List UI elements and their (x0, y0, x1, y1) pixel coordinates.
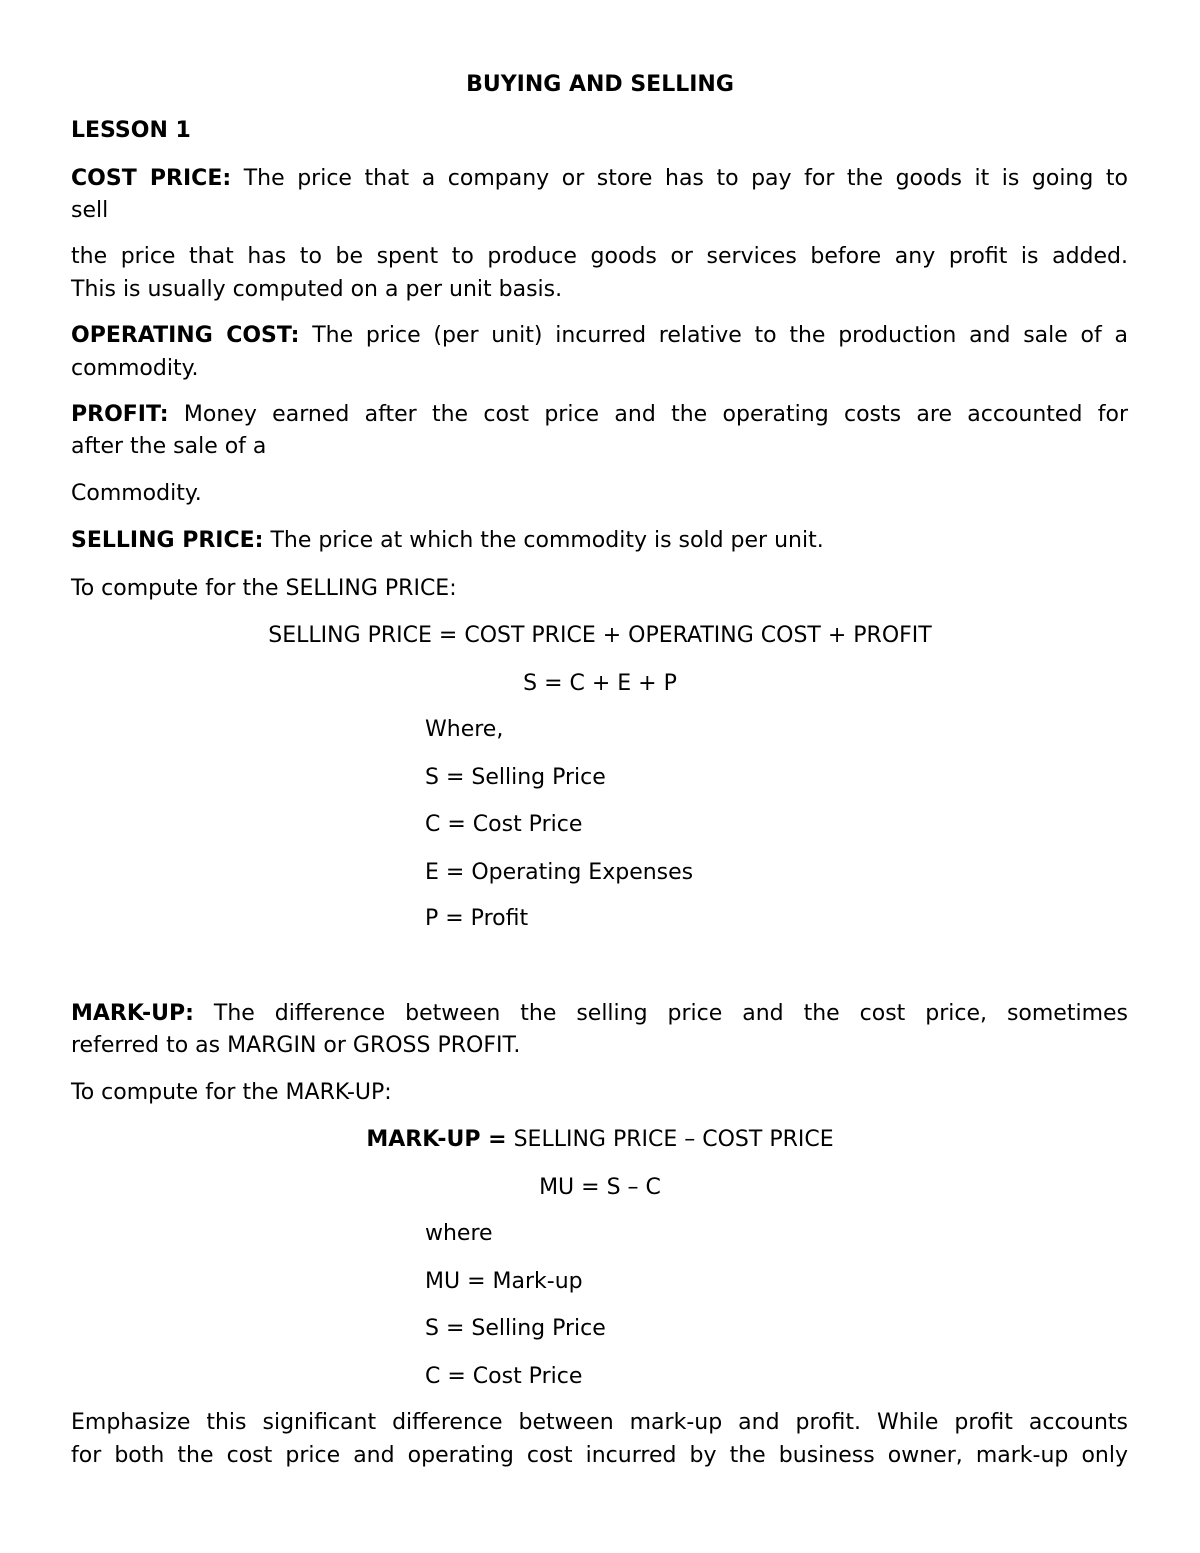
selling-price-compute-intro: To compute for the SELLING PRICE: (71, 576, 457, 601)
selling-price-def-e: E = Operating Expenses (425, 860, 694, 885)
selling-price-def-s: S = Selling Price (425, 765, 606, 790)
profit-term: PROFIT: (71, 402, 169, 427)
document-title: BUYING AND SELLING (466, 72, 734, 97)
cost-price-line-4: This is usually computed on a per unit basis. (71, 277, 563, 302)
selling-price-where: Where, (425, 717, 504, 742)
selling-price-line-1: SELLING PRICE: The price at which the commodity is sold per unit. (71, 528, 824, 553)
mark-up-def-s: S = Selling Price (425, 1316, 606, 1341)
mark-up-formula-symbols: MU = S – C (539, 1175, 661, 1200)
selling-price-formula-words: SELLING PRICE = COST PRICE + OPERATING COST + PROFIT (268, 623, 932, 648)
operating-cost-line-1: OPERATING COST: The price (per unit) incurred relative to the production and sale of a (71, 323, 1128, 348)
mark-up-line-2: referred to as MARGIN or GROSS PROFIT. (71, 1033, 521, 1058)
mark-up-def-c: C = Cost Price (425, 1364, 583, 1389)
selling-price-term: SELLING PRICE: (71, 528, 264, 553)
emphasis-line-2: for both the cost price and operating cost incurred by the business owner, mark-up only (71, 1443, 1128, 1468)
mark-up-term: MARK-UP: (71, 1001, 194, 1026)
selling-price-formula-symbols: S = C + E + P (523, 671, 677, 696)
cost-price-term: COST PRICE: (71, 166, 232, 191)
mark-up-where: where (425, 1221, 493, 1246)
mark-up-formula-term: MARK-UP = (366, 1127, 507, 1152)
selling-price-def-c: C = Cost Price (425, 812, 583, 837)
cost-price-line-1: COST PRICE: The price that a company or store has to pay for the goods it is going to (71, 166, 1128, 191)
selling-price-def-p: P = Profit (425, 906, 529, 931)
mark-up-def-mu: MU = Mark-up (425, 1269, 583, 1294)
profit-line-1: PROFIT: Money earned after the cost price and the operating costs are accounted for (71, 402, 1129, 427)
profit-line-3: Commodity. (71, 481, 202, 506)
lesson-heading: LESSON 1 (71, 118, 191, 143)
mark-up-formula-words: MARK-UP = SELLING PRICE – COST PRICE (366, 1127, 834, 1152)
mark-up-compute-intro: To compute for the MARK-UP: (71, 1080, 392, 1105)
cost-price-line-3: the price that has to be spent to produce goods or services before any profit is added. (71, 244, 1128, 269)
operating-cost-term: OPERATING COST: (71, 323, 300, 348)
emphasis-line-1: Emphasize this significant difference between mark-up and profit. While profit accounts (71, 1410, 1128, 1435)
profit-line-2: after the sale of a (71, 434, 267, 459)
cost-price-line-2: sell (71, 198, 109, 223)
mark-up-line-1: MARK-UP: The difference between the selling price and the cost price, sometimes (71, 1001, 1128, 1026)
operating-cost-line-2: commodity. (71, 356, 199, 381)
